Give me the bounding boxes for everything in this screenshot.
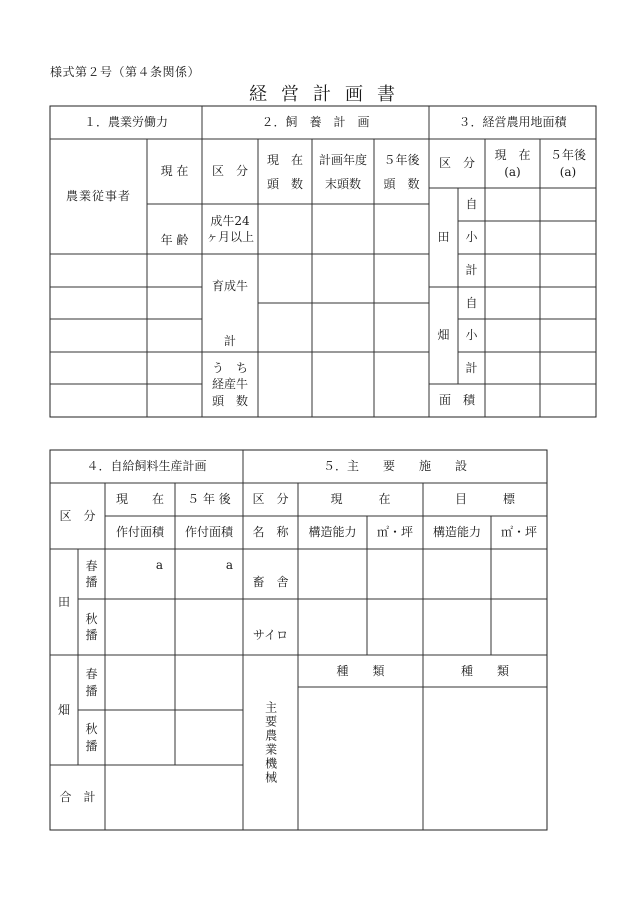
feed-field-spring: 春 播 xyxy=(85,667,98,698)
facility-target-unit: ㎡・坪 xyxy=(500,525,537,540)
livestock-5yr-header: ５年後 頭 数 xyxy=(383,152,420,191)
feed-5yr-header: ５ 年 後 xyxy=(187,492,231,507)
section3-heading: ３．経営農用地面積 xyxy=(458,115,567,130)
form-number: 様式第２号（第４条関係） xyxy=(50,65,201,79)
livestock-plan-end-header: 計画年度 末頭数 xyxy=(318,152,367,191)
facility-current-header: 現 在 xyxy=(330,492,391,507)
livestock-adult-label: 成牛24 ヶ月以上 xyxy=(205,213,254,244)
livestock-category-header: 区 分 xyxy=(211,164,248,179)
land-paddy-tenant: 小 xyxy=(465,230,478,245)
feed-5yr-crop-area: 作付面積 xyxy=(184,525,233,540)
facility-name-header: 名 称 xyxy=(252,525,289,540)
livestock-total-label: 計 xyxy=(223,334,236,349)
section1-heading: １．農業労働力 xyxy=(83,115,168,130)
feed-field-autumn: 秋 播 xyxy=(85,722,98,753)
feed-field-label: 畑 xyxy=(57,702,70,717)
labor-age-label: 年 齢 xyxy=(160,232,189,247)
facility-category-header: 区 分 xyxy=(252,492,289,507)
feed-category-header: 区 分 xyxy=(59,508,96,523)
land-paddy-subtotal: 計 xyxy=(465,263,478,278)
feed-current-crop-area: 作付面積 xyxy=(115,525,164,540)
facility-target-capacity: 構造能力 xyxy=(432,525,481,540)
feed-current-unit: a xyxy=(155,557,163,572)
facility-silo-label: サイロ xyxy=(252,627,289,642)
facility-barn-label: 畜 舎 xyxy=(252,574,289,589)
labor-current-label: 現 在 xyxy=(160,164,189,179)
land-paddy-own: 自 xyxy=(465,197,478,212)
facility-current-unit: ㎡・坪 xyxy=(376,525,413,540)
facility-target-header: 目 標 xyxy=(454,492,515,507)
land-field-label: 畑 xyxy=(437,328,450,343)
livestock-breeding-label: う ち 経産牛 頭 数 xyxy=(211,361,248,408)
section4-heading: ４．自給飼料生産計画 xyxy=(86,459,207,474)
land-field-subtotal: 計 xyxy=(465,360,478,375)
land-5yr-header: ５年後 (a) xyxy=(549,148,586,179)
livestock-young-label: 育成牛 xyxy=(211,279,248,294)
page-title: 経営計画書 xyxy=(249,84,409,105)
land-area-label: 面 積 xyxy=(438,393,475,408)
facility-current-capacity: 構造能力 xyxy=(308,525,357,540)
land-field-own: 自 xyxy=(465,295,478,310)
feed-paddy-label: 田 xyxy=(57,594,70,609)
feed-paddy-autumn: 秋 播 xyxy=(85,611,98,642)
feed-total-label: 合 計 xyxy=(59,790,96,805)
land-paddy-label: 田 xyxy=(437,230,450,245)
feed-current-header: 現 在 xyxy=(115,492,164,507)
machinery-current-kind: 種 類 xyxy=(336,663,385,678)
machinery-target-kind: 種 類 xyxy=(460,663,509,678)
land-category-header: 区 分 xyxy=(438,156,475,171)
section5-heading: ５．主 要 施 設 xyxy=(322,459,467,474)
section2-heading: ２．飼 養 計 画 xyxy=(261,115,370,130)
land-current-header: 現 在 (a) xyxy=(494,148,531,179)
livestock-current-header: 現 在 頭 数 xyxy=(266,152,303,191)
feed-paddy-spring: 春 播 xyxy=(85,558,98,589)
facility-machinery-label: 主要農業機械 xyxy=(263,700,278,785)
land-field-tenant: 小 xyxy=(465,328,478,343)
feed-5yr-unit: a xyxy=(225,557,233,572)
farmer-label: 農業従事者 xyxy=(65,189,131,204)
